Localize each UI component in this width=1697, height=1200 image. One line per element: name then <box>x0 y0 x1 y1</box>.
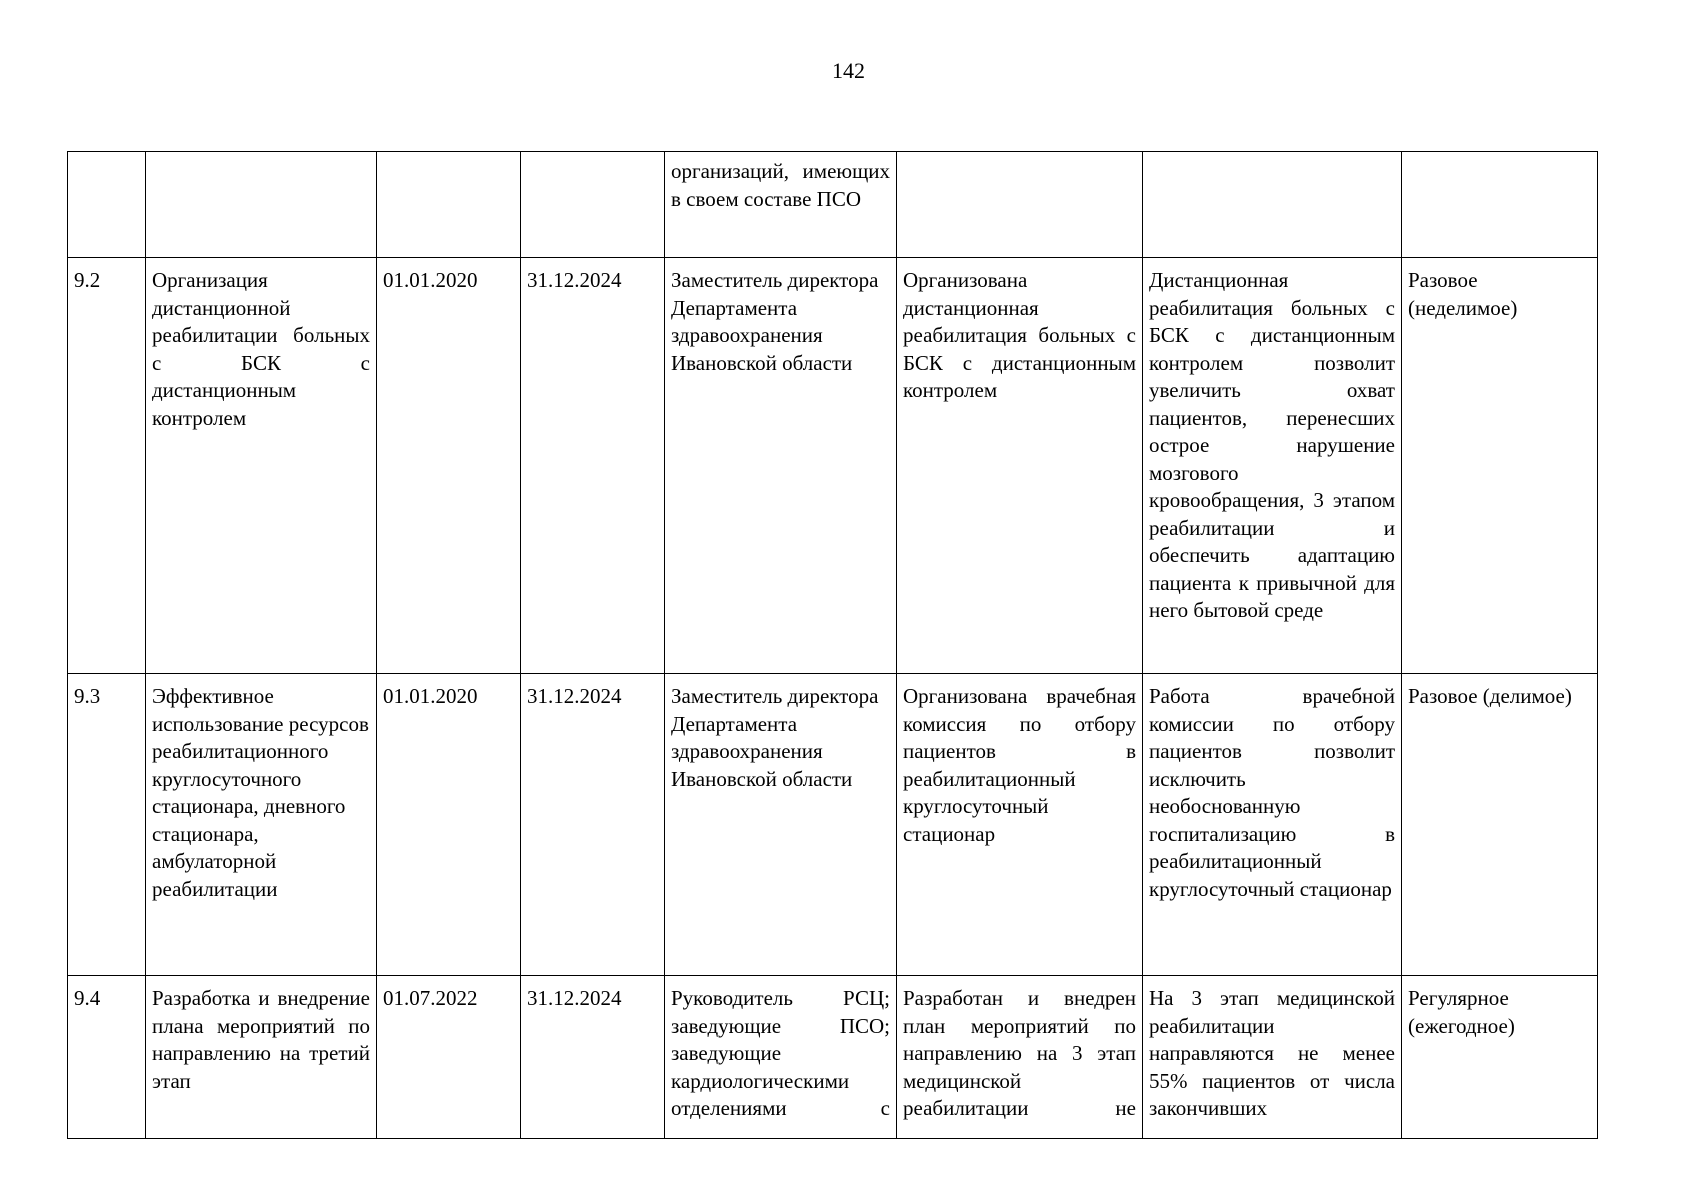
cell-num: 9.2 <box>68 258 146 674</box>
table-row <box>68 976 1598 1139</box>
cell-end-date: 31.12.2024 <box>521 976 665 1139</box>
cell-action: Организация дистанционной реабилитации больных с БСК с дистанционным контролем <box>146 258 377 674</box>
cell-start-date: 01.07.2022 <box>377 976 521 1139</box>
cell-type: Разовое (неделимое) <box>1402 258 1598 674</box>
cell-action <box>146 152 377 258</box>
cell-effect: На 3 этап медицинской реабилитации направляются не менее 55% пациентов от числа закончивших <box>1143 976 1402 1139</box>
cell-effect: Дистанционная реабилитация больных с БСК с дистанционным контролем позволит увеличить охват пациентов, перенесших острое нарушение мозгового кровообращения, 3 этапом реабилитации и обеспечить адаптацию пациента к привычной для него бытовой среде <box>1143 258 1402 674</box>
cell-end-date: 31.12.2024 <box>521 674 665 976</box>
cell-num: 9.4 <box>68 976 146 1139</box>
cell-type: Разовое (делимое) <box>1402 674 1598 976</box>
cell-responsible: организаций, имеющих в своем составе ПСО <box>665 152 897 258</box>
page-number: 142 <box>832 58 865 83</box>
table-row <box>68 258 1598 674</box>
cell-effect: Работа врачебной комиссии по отбору пациентов позволит исключить необоснованную госпитализацию в реабилитационный круглосуточный стационар <box>1143 674 1402 976</box>
cell-responsible: Заместитель директора Департамента здравоохранения Ивановской области <box>665 258 897 674</box>
cell-type <box>1402 152 1598 258</box>
plan-table <box>67 151 1598 1139</box>
table-row <box>68 674 1598 976</box>
cell-action: Эффективное использование ресурсов реабилитационного круглосуточного стационара, дневного стационара, амбулаторной реабилитации <box>146 674 377 976</box>
cell-num <box>68 152 146 258</box>
cell-action: Разработка и внедрение плана мероприятий по направлению на третий этап <box>146 976 377 1139</box>
cell-result: Разработан и внедрен план мероприятий по направлению на 3 этап медицинской реабилитации не <box>897 976 1143 1139</box>
cell-start-date: 01.01.2020 <box>377 258 521 674</box>
cell-responsible: Заместитель директора Департамента здравоохранения Ивановской области <box>665 674 897 976</box>
cell-responsible: Руководитель РСЦ; заведующие ПСО; заведующие кардиологическими отделениями с <box>665 976 897 1139</box>
cell-type: Регулярное (ежегодное) <box>1402 976 1598 1139</box>
table-row <box>68 152 1598 258</box>
cell-start-date <box>377 152 521 258</box>
cell-end-date <box>521 152 665 258</box>
cell-start-date: 01.01.2020 <box>377 674 521 976</box>
cell-end-date: 31.12.2024 <box>521 258 665 674</box>
cell-result <box>897 152 1143 258</box>
cell-result: Организована врачебная комиссия по отбору пациентов в реабилитационный круглосуточный стационар <box>897 674 1143 976</box>
cell-num: 9.3 <box>68 674 146 976</box>
cell-effect <box>1143 152 1402 258</box>
cell-result: Организована дистанционная реабилитация больных с БСК с дистанционным контролем <box>897 258 1143 674</box>
